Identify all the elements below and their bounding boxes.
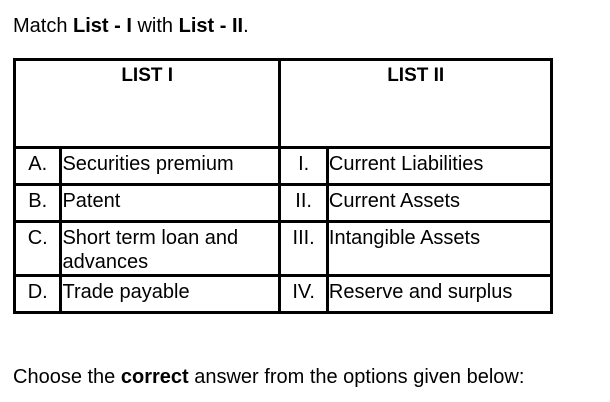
list1-key: C.: [15, 222, 61, 276]
list1-item: Patent: [61, 185, 280, 222]
list1-item: Securities premium: [61, 148, 280, 185]
table-header-row: [15, 60, 552, 148]
list2-item: Reserve and surplus: [327, 276, 551, 313]
match-table: [13, 58, 553, 314]
list1-key: D.: [15, 276, 61, 313]
list2-item: Current Assets: [327, 185, 551, 222]
list2-key: II.: [280, 185, 328, 222]
table-row: [15, 222, 552, 276]
list2-item: Current Liabilities: [327, 148, 551, 185]
heading-list1: List - I: [73, 15, 132, 37]
list1-key: B.: [15, 185, 61, 222]
table-row: [15, 276, 552, 313]
list1-key: A.: [15, 148, 61, 185]
list2-item: Intangible Assets: [327, 222, 551, 276]
heading-list2: List - II: [178, 15, 244, 37]
list2-header: LIST II: [280, 60, 552, 148]
list1-item: Trade payable: [61, 276, 280, 313]
list2-key: III.: [280, 222, 328, 276]
prompt-prefix: Choose the: [13, 366, 121, 388]
heading-prefix: Match: [13, 15, 74, 37]
heading-suffix: .: [243, 15, 249, 37]
heading-middle: with: [131, 15, 179, 37]
answer-prompt: [13, 365, 524, 389]
list2-key: I.: [280, 148, 328, 185]
question-heading: [13, 14, 249, 38]
list1-item: Short term loan and advances: [61, 222, 280, 276]
table-row: [15, 185, 552, 222]
prompt-suffix: answer from the options given below:: [188, 366, 525, 388]
prompt-emphasis: correct: [120, 366, 189, 388]
table-row: [15, 148, 552, 185]
list1-header: LIST I: [15, 60, 280, 148]
list2-key: IV.: [280, 276, 328, 313]
